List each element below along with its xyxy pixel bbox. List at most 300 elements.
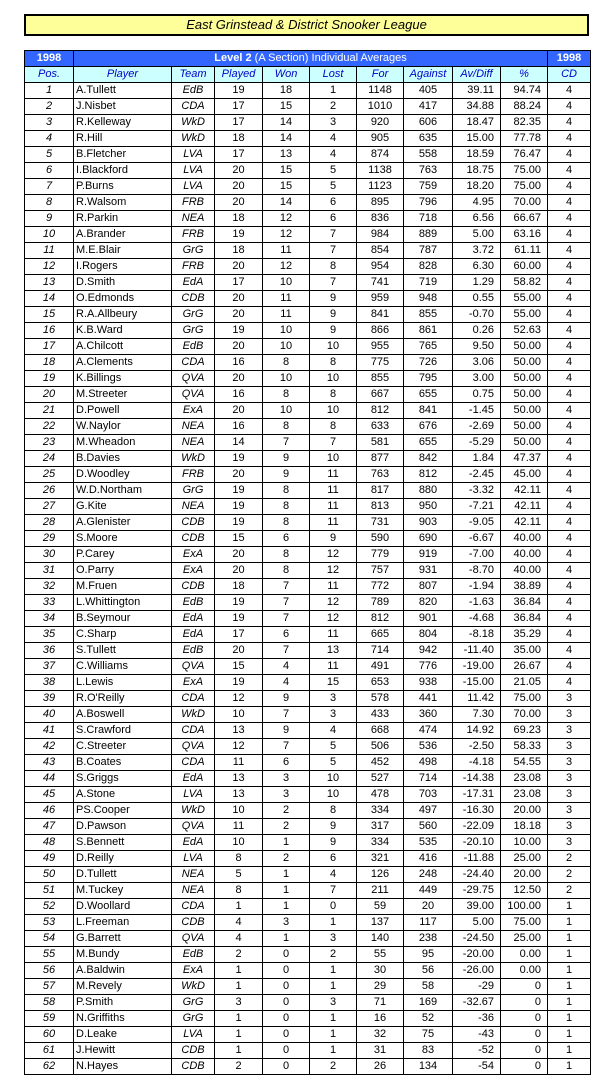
cell-for: 55 [357, 947, 404, 963]
col-won: Won [263, 67, 310, 83]
cell-for: 772 [357, 579, 404, 595]
cell-player: K.Billings [74, 371, 172, 387]
cell-played: 18 [215, 243, 263, 259]
cell-lost: 11 [310, 659, 357, 675]
table-row [25, 899, 591, 915]
cell-lost: 10 [310, 787, 357, 803]
cell-played: 17 [215, 99, 263, 115]
cell-for: 841 [357, 307, 404, 323]
cell-team: NEA [172, 435, 215, 451]
cell-lost: 15 [310, 675, 357, 691]
cell-percent: 25.00 [501, 851, 548, 867]
cell-against: 718 [404, 211, 453, 227]
cell-cd: 4 [548, 451, 591, 467]
cell-for: 877 [357, 451, 404, 467]
col-team: Team [172, 67, 215, 83]
cell-for: 789 [357, 595, 404, 611]
cell-team: EdB [172, 643, 215, 659]
cell-player: R.A.Allbeury [74, 307, 172, 323]
col-played: Played [215, 67, 263, 83]
table-row [25, 691, 591, 707]
cell-cd: 4 [548, 275, 591, 291]
cell-against: 703 [404, 787, 453, 803]
cell-against: 820 [404, 595, 453, 611]
cell-lost: 2 [310, 99, 357, 115]
cell-lost: 12 [310, 595, 357, 611]
cell-cd: 1 [548, 899, 591, 915]
cell-played: 5 [215, 867, 263, 883]
cell-against: 942 [404, 643, 453, 659]
cell-against: 417 [404, 99, 453, 115]
cell-won: 9 [263, 451, 310, 467]
cell-team: WkD [172, 115, 215, 131]
cell-against: 20 [404, 899, 453, 915]
cell-played: 20 [215, 547, 263, 563]
cell-cd: 4 [548, 643, 591, 659]
table-row [25, 947, 591, 963]
cell-team: NEA [172, 211, 215, 227]
cell-cd: 3 [548, 755, 591, 771]
cell-pos: 25 [25, 467, 74, 483]
table-row [25, 659, 591, 675]
cell-cd: 4 [548, 483, 591, 499]
cell-won: 1 [263, 867, 310, 883]
cell-won: 2 [263, 851, 310, 867]
cell-player: D.Powell [74, 403, 172, 419]
cell-avdiff: -15.00 [453, 675, 501, 691]
cell-cd: 1 [548, 931, 591, 947]
cell-percent: 21.05 [501, 675, 548, 691]
cell-avdiff: 18.59 [453, 147, 501, 163]
cell-team: FRB [172, 195, 215, 211]
cell-for: 26 [357, 1059, 404, 1075]
cell-player: A.Clements [74, 355, 172, 371]
league-title: East Grinstead & District Snooker League [24, 14, 589, 36]
cell-pos: 31 [25, 563, 74, 579]
cell-percent: 63.16 [501, 227, 548, 243]
cell-cd: 4 [548, 259, 591, 275]
cell-avdiff: -2.45 [453, 467, 501, 483]
cell-won: 1 [263, 883, 310, 899]
cell-player: R.Parkin [74, 211, 172, 227]
cell-avdiff: -24.50 [453, 931, 501, 947]
cell-percent: 36.84 [501, 595, 548, 611]
cell-for: 321 [357, 851, 404, 867]
cell-percent: 45.00 [501, 467, 548, 483]
cell-team: LVA [172, 163, 215, 179]
cell-played: 20 [215, 467, 263, 483]
cell-avdiff: 5.00 [453, 227, 501, 243]
cell-for: 334 [357, 803, 404, 819]
cell-percent: 10.00 [501, 835, 548, 851]
cell-player: M.Bundy [74, 947, 172, 963]
cell-cd: 1 [548, 1011, 591, 1027]
cell-percent: 35.29 [501, 627, 548, 643]
cell-team: CDB [172, 1059, 215, 1075]
cell-won: 7 [263, 595, 310, 611]
cell-team: ExA [172, 403, 215, 419]
cell-won: 10 [263, 339, 310, 355]
cell-cd: 1 [548, 995, 591, 1011]
table-row [25, 915, 591, 931]
cell-played: 19 [215, 611, 263, 627]
cell-team: EdA [172, 627, 215, 643]
cell-player: K.B.Ward [74, 323, 172, 339]
cell-player: M.Wheadon [74, 435, 172, 451]
cell-lost: 9 [310, 531, 357, 547]
cell-played: 19 [215, 83, 263, 99]
cell-for: 905 [357, 131, 404, 147]
cell-cd: 3 [548, 819, 591, 835]
cell-percent: 100.00 [501, 899, 548, 915]
table-row [25, 867, 591, 883]
cell-player: O.Edmonds [74, 291, 172, 307]
cell-avdiff: -11.40 [453, 643, 501, 659]
table-body [25, 83, 591, 1075]
cell-cd: 1 [548, 963, 591, 979]
cell-player: P.Burns [74, 179, 172, 195]
cell-played: 20 [215, 307, 263, 323]
cell-player: I.Rogers [74, 259, 172, 275]
cell-percent: 18.18 [501, 819, 548, 835]
cell-cd: 4 [548, 115, 591, 131]
cell-won: 12 [263, 227, 310, 243]
cell-played: 17 [215, 115, 263, 131]
cell-lost: 10 [310, 371, 357, 387]
table-row [25, 467, 591, 483]
cell-avdiff: -3.32 [453, 483, 501, 499]
cell-pos: 37 [25, 659, 74, 675]
table-row [25, 275, 591, 291]
cell-lost: 3 [310, 931, 357, 947]
cell-player: D.Pawson [74, 819, 172, 835]
cell-for: 836 [357, 211, 404, 227]
cell-against: 655 [404, 387, 453, 403]
cell-player: B.Seymour [74, 611, 172, 627]
cell-lost: 3 [310, 707, 357, 723]
cell-percent: 40.00 [501, 563, 548, 579]
table-row [25, 963, 591, 979]
cell-cd: 4 [548, 371, 591, 387]
cell-played: 16 [215, 419, 263, 435]
cell-cd: 3 [548, 771, 591, 787]
cell-player: W.Naylor [74, 419, 172, 435]
cell-player: I.Blackford [74, 163, 172, 179]
cell-for: 32 [357, 1027, 404, 1043]
cell-team: CDB [172, 291, 215, 307]
cell-against: 676 [404, 419, 453, 435]
cell-cd: 1 [548, 915, 591, 931]
cell-against: 536 [404, 739, 453, 755]
cell-percent: 50.00 [501, 435, 548, 451]
cell-team: FRB [172, 227, 215, 243]
cell-avdiff: -32.67 [453, 995, 501, 1011]
table-row [25, 163, 591, 179]
cell-for: 741 [357, 275, 404, 291]
cell-cd: 4 [548, 435, 591, 451]
cell-team: CDB [172, 531, 215, 547]
cell-pos: 46 [25, 803, 74, 819]
cell-percent: 0 [501, 979, 548, 995]
cell-lost: 11 [310, 467, 357, 483]
cell-player: A.Baldwin [74, 963, 172, 979]
cell-team: QVA [172, 387, 215, 403]
table-row [25, 803, 591, 819]
cell-percent: 0 [501, 995, 548, 1011]
table-row [25, 787, 591, 803]
cell-team: CDB [172, 579, 215, 595]
cell-against: 169 [404, 995, 453, 1011]
cell-team: CDA [172, 899, 215, 915]
cell-won: 6 [263, 531, 310, 547]
cell-played: 15 [215, 659, 263, 675]
cell-avdiff: 18.20 [453, 179, 501, 195]
cell-for: 16 [357, 1011, 404, 1027]
cell-cd: 4 [548, 403, 591, 419]
cell-lost: 1 [310, 1043, 357, 1059]
table-row [25, 819, 591, 835]
cell-cd: 4 [548, 579, 591, 595]
cell-percent: 42.11 [501, 499, 548, 515]
cell-lost: 2 [310, 947, 357, 963]
cell-won: 7 [263, 435, 310, 451]
table-row [25, 835, 591, 851]
cell-played: 1 [215, 899, 263, 915]
cell-player: L.Freeman [74, 915, 172, 931]
cell-cd: 4 [548, 515, 591, 531]
cell-lost: 6 [310, 851, 357, 867]
cell-pos: 12 [25, 259, 74, 275]
cell-played: 19 [215, 675, 263, 691]
cell-player: S.Crawford [74, 723, 172, 739]
cell-against: 535 [404, 835, 453, 851]
cell-played: 10 [215, 803, 263, 819]
cell-percent: 50.00 [501, 339, 548, 355]
table-row [25, 435, 591, 451]
cell-pos: 50 [25, 867, 74, 883]
table-row [25, 579, 591, 595]
cell-team: WkD [172, 707, 215, 723]
cell-cd: 3 [548, 723, 591, 739]
cell-against: 880 [404, 483, 453, 499]
cell-lost: 11 [310, 499, 357, 515]
cell-pos: 33 [25, 595, 74, 611]
cell-cd: 1 [548, 1027, 591, 1043]
cell-against: 901 [404, 611, 453, 627]
cell-for: 817 [357, 483, 404, 499]
cell-percent: 23.08 [501, 787, 548, 803]
cell-team: WkD [172, 131, 215, 147]
cell-percent: 0 [501, 1011, 548, 1027]
table-row [25, 115, 591, 131]
cell-for: 590 [357, 531, 404, 547]
cell-won: 12 [263, 259, 310, 275]
cell-won: 9 [263, 691, 310, 707]
cell-won: 8 [263, 515, 310, 531]
cell-player: R.Kelleway [74, 115, 172, 131]
cell-team: CDA [172, 99, 215, 115]
cell-won: 1 [263, 835, 310, 851]
cell-avdiff: -1.94 [453, 579, 501, 595]
cell-avdiff: -14.38 [453, 771, 501, 787]
cell-against: 950 [404, 499, 453, 515]
cell-lost: 5 [310, 755, 357, 771]
cell-cd: 3 [548, 787, 591, 803]
cell-pos: 42 [25, 739, 74, 755]
cell-avdiff: -19.00 [453, 659, 501, 675]
cell-for: 855 [357, 371, 404, 387]
cell-won: 10 [263, 371, 310, 387]
cell-team: EdB [172, 947, 215, 963]
cell-played: 1 [215, 963, 263, 979]
cell-against: 497 [404, 803, 453, 819]
table-row [25, 371, 591, 387]
cell-won: 10 [263, 403, 310, 419]
cell-player: D.Smith [74, 275, 172, 291]
cell-avdiff: -5.29 [453, 435, 501, 451]
cell-played: 20 [215, 179, 263, 195]
cell-for: 334 [357, 835, 404, 851]
cell-won: 0 [263, 979, 310, 995]
cell-lost: 8 [310, 803, 357, 819]
cell-avdiff: -54 [453, 1059, 501, 1075]
cell-player: S.Bennett [74, 835, 172, 851]
cell-lost: 1 [310, 915, 357, 931]
cell-cd: 1 [548, 1043, 591, 1059]
cell-pos: 18 [25, 355, 74, 371]
cell-percent: 76.47 [501, 147, 548, 163]
cell-avdiff: 11.42 [453, 691, 501, 707]
cell-percent: 69.23 [501, 723, 548, 739]
cell-pos: 6 [25, 163, 74, 179]
cell-for: 578 [357, 691, 404, 707]
cell-against: 134 [404, 1059, 453, 1075]
averages-table [24, 50, 591, 1075]
cell-player: C.Streeter [74, 739, 172, 755]
cell-won: 0 [263, 1027, 310, 1043]
cell-cd: 3 [548, 707, 591, 723]
cell-avdiff: -6.67 [453, 531, 501, 547]
cell-against: 52 [404, 1011, 453, 1027]
cell-percent: 0.00 [501, 963, 548, 979]
level-label: Level 2 [214, 52, 252, 64]
cell-percent: 0 [501, 1059, 548, 1075]
cell-team: WkD [172, 979, 215, 995]
cell-percent: 60.00 [501, 259, 548, 275]
cell-for: 478 [357, 787, 404, 803]
cell-against: 796 [404, 195, 453, 211]
cell-lost: 7 [310, 227, 357, 243]
cell-avdiff: 0.26 [453, 323, 501, 339]
cell-pos: 24 [25, 451, 74, 467]
cell-pos: 23 [25, 435, 74, 451]
cell-against: 95 [404, 947, 453, 963]
table-row [25, 387, 591, 403]
cell-team: CDA [172, 755, 215, 771]
cell-avdiff: 18.75 [453, 163, 501, 179]
cell-team: QVA [172, 371, 215, 387]
cell-percent: 55.00 [501, 307, 548, 323]
cell-player: C.Sharp [74, 627, 172, 643]
table-row [25, 403, 591, 419]
cell-percent: 58.33 [501, 739, 548, 755]
cell-player: A.Glenister [74, 515, 172, 531]
cell-percent: 40.00 [501, 547, 548, 563]
cell-for: 667 [357, 387, 404, 403]
cell-pos: 22 [25, 419, 74, 435]
cell-for: 955 [357, 339, 404, 355]
cell-pos: 11 [25, 243, 74, 259]
cell-played: 19 [215, 595, 263, 611]
cell-against: 807 [404, 579, 453, 595]
cell-against: 776 [404, 659, 453, 675]
cell-player: P.Carey [74, 547, 172, 563]
table-row [25, 499, 591, 515]
cell-team: FRB [172, 259, 215, 275]
cell-player: M.Fruen [74, 579, 172, 595]
cell-avdiff: -1.45 [453, 403, 501, 419]
cell-lost: 8 [310, 259, 357, 275]
cell-played: 20 [215, 563, 263, 579]
cell-percent: 26.67 [501, 659, 548, 675]
cell-lost: 9 [310, 835, 357, 851]
cell-won: 6 [263, 755, 310, 771]
cell-played: 18 [215, 131, 263, 147]
cell-team: GrG [172, 243, 215, 259]
cell-lost: 6 [310, 195, 357, 211]
table-row [25, 83, 591, 99]
cell-for: 813 [357, 499, 404, 515]
cell-percent: 12.50 [501, 883, 548, 899]
cell-lost: 0 [310, 899, 357, 915]
cell-player: P.Smith [74, 995, 172, 1011]
cell-lost: 12 [310, 611, 357, 627]
cell-played: 20 [215, 371, 263, 387]
cell-won: 15 [263, 99, 310, 115]
cell-against: 787 [404, 243, 453, 259]
cell-against: 474 [404, 723, 453, 739]
cell-against: 765 [404, 339, 453, 355]
cell-played: 17 [215, 147, 263, 163]
cell-lost: 11 [310, 515, 357, 531]
cell-for: 317 [357, 819, 404, 835]
cell-pos: 29 [25, 531, 74, 547]
cell-pos: 40 [25, 707, 74, 723]
cell-team: EdA [172, 835, 215, 851]
cell-against: 841 [404, 403, 453, 419]
cell-won: 11 [263, 291, 310, 307]
cell-won: 0 [263, 1011, 310, 1027]
year-right: 1998 [548, 51, 591, 67]
cell-lost: 1 [310, 1011, 357, 1027]
cell-team: CDA [172, 723, 215, 739]
cell-player: W.D.Northam [74, 483, 172, 499]
cell-against: 931 [404, 563, 453, 579]
cell-avdiff: 39.11 [453, 83, 501, 99]
cell-lost: 12 [310, 547, 357, 563]
table-row [25, 995, 591, 1011]
cell-avdiff: -29.75 [453, 883, 501, 899]
col-against: Against [404, 67, 453, 83]
cell-cd: 3 [548, 691, 591, 707]
cell-against: 56 [404, 963, 453, 979]
cell-pos: 9 [25, 211, 74, 227]
cell-against: 441 [404, 691, 453, 707]
cell-team: NEA [172, 499, 215, 515]
cell-player: N.Hayes [74, 1059, 172, 1075]
table-row [25, 451, 591, 467]
cell-percent: 55.00 [501, 291, 548, 307]
